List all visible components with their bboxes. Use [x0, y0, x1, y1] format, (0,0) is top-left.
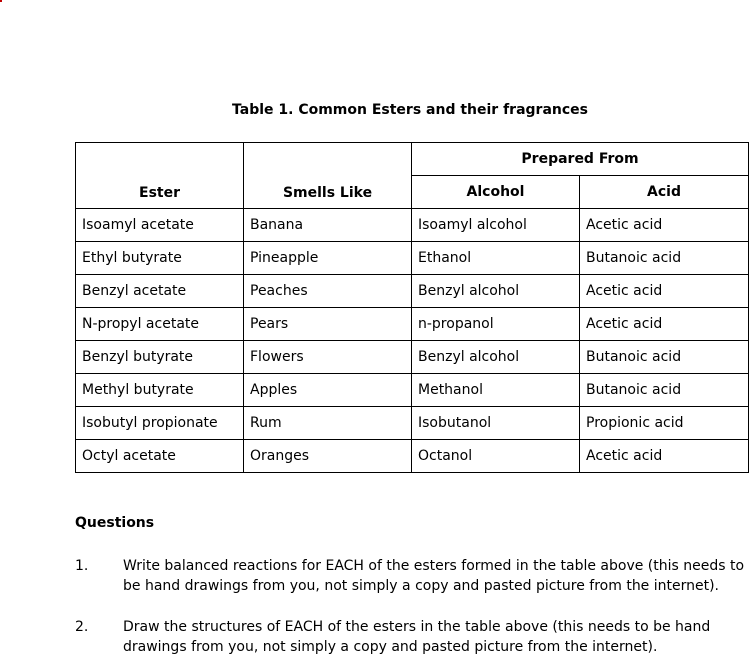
cell-acid: Acetic acid [580, 275, 749, 308]
cell-alcohol: Benzyl alcohol [412, 275, 580, 308]
header-smells-like: Smells Like [244, 143, 412, 209]
cell-acid: Acetic acid [580, 440, 749, 473]
header-acid: Acid [580, 176, 749, 209]
cell-smell: Rum [244, 407, 412, 440]
cell-ester: Octyl acetate [76, 440, 244, 473]
table-row [76, 440, 749, 473]
cell-alcohol: Isobutanol [412, 407, 580, 440]
table-row [76, 242, 749, 275]
cell-ester: Ethyl butyrate [76, 242, 244, 275]
header-prepared-from: Prepared From [412, 143, 749, 176]
header-ester: Ester [76, 143, 244, 209]
cell-smell: Oranges [244, 440, 412, 473]
cell-alcohol: Isoamyl alcohol [412, 209, 580, 242]
table-row [76, 341, 749, 374]
corner-mark [0, 0, 2, 2]
cell-ester: Benzyl acetate [76, 275, 244, 308]
cell-smell: Apples [244, 374, 412, 407]
cell-ester: N-propyl acetate [76, 308, 244, 341]
question-text: Draw the structures of EACH of the esters in the table above (this needs to be hand drawings from you, not simply a copy and pasted picture from the internet). [123, 619, 711, 655]
cell-acid: Acetic acid [580, 209, 749, 242]
cell-acid: Butanoic acid [580, 374, 749, 407]
cell-alcohol: Methanol [412, 374, 580, 407]
table-row [76, 407, 749, 440]
cell-smell: Pineapple [244, 242, 412, 275]
cell-ester: Isobutyl propionate [76, 407, 244, 440]
cell-acid: Propionic acid [580, 407, 749, 440]
cell-ester: Isoamyl acetate [76, 209, 244, 242]
cell-smell: Pears [244, 308, 412, 341]
cell-smell: Banana [244, 209, 412, 242]
cell-smell: Peaches [244, 275, 412, 308]
questions-heading: Questions [75, 515, 155, 531]
cell-ester: Methyl butyrate [76, 374, 244, 407]
cell-ester: Benzyl butyrate [76, 341, 244, 374]
cell-acid: Butanoic acid [580, 341, 749, 374]
question-text: Write balanced reactions for EACH of the esters formed in the table above (this needs to be hand drawings from you, not simply a copy and pasted picture from the internet). [123, 558, 745, 594]
esters-table [75, 142, 749, 473]
header-alcohol: Alcohol [412, 176, 580, 209]
table-row [76, 275, 749, 308]
question-number: 1. [75, 558, 89, 574]
cell-alcohol: n-propanol [412, 308, 580, 341]
cell-alcohol: Benzyl alcohol [412, 341, 580, 374]
table-caption: Table 1. Common Esters and their fragrances [232, 102, 588, 118]
cell-acid: Acetic acid [580, 308, 749, 341]
table-row [76, 308, 749, 341]
cell-smell: Flowers [244, 341, 412, 374]
cell-alcohol: Octanol [412, 440, 580, 473]
cell-acid: Butanoic acid [580, 242, 749, 275]
cell-alcohol: Ethanol [412, 242, 580, 275]
question-number: 2. [75, 619, 89, 635]
table-row [76, 209, 749, 242]
table-row [76, 374, 749, 407]
